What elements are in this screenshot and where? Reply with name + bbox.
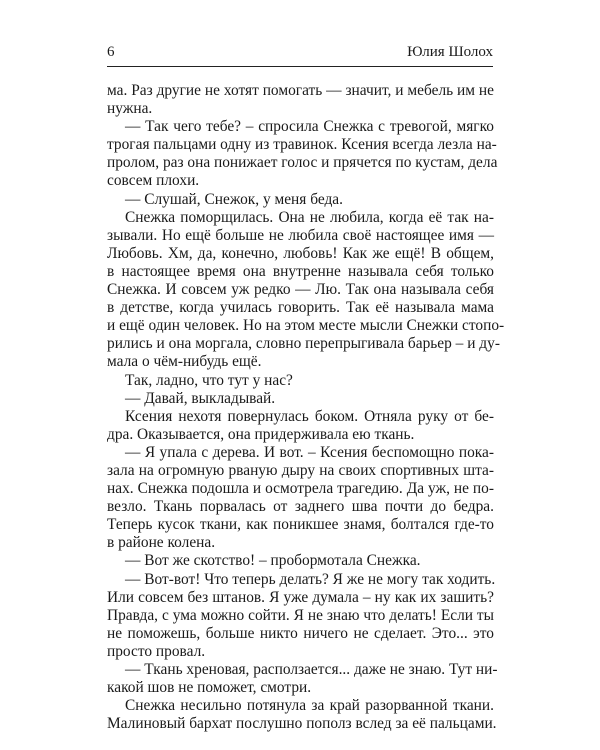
text-line: — Слушай, Снежок, у меня беда. bbox=[125, 190, 343, 208]
text-line: дра. Оказывается, она придерживала ею ткань. bbox=[107, 425, 415, 443]
text-line: — Так чего тебе? – спросила Снежка с тревогой, мягко bbox=[125, 118, 494, 136]
page-number: 6 bbox=[107, 44, 115, 60]
text-line: мала о чём-нибудь ещё. bbox=[107, 353, 262, 371]
text-line: Так, ладно, что тут у нас? bbox=[125, 371, 293, 389]
text-line: везло. Ткань порвалась от заднего шва почти до бедра. bbox=[107, 498, 494, 516]
text-line: — Давай, выкладывай. bbox=[125, 389, 276, 407]
text-line: Снежка. И совсем уж редко — Лю. Так она называла себя bbox=[107, 281, 494, 299]
text-line: — Ткань хреновая, расползается... даже не знаю. Тут ни- bbox=[125, 661, 498, 678]
text-line: — Вот же скотство! – пробормотала Снежка. bbox=[125, 552, 421, 570]
text-line: в настоящее время она внутренне называла себя только bbox=[107, 262, 494, 280]
text-line: ма. Раз другие не хотят помогать — значит, и мебель им не bbox=[107, 82, 494, 99]
text-line: Снежка несильно потянула за край разорванной ткани. bbox=[125, 697, 494, 715]
text-line: — Вот-вот! Что теперь делать? Я же не могу так ходить. bbox=[125, 570, 496, 588]
text-line: нужна. bbox=[107, 100, 153, 118]
running-title: Юлия Шолох bbox=[407, 44, 493, 60]
text-line: в детстве, когда училась говорить. Так её называла мама bbox=[107, 299, 494, 317]
text-line: пролом, раз она понижает голос и прячется по кустам, дела bbox=[107, 154, 498, 172]
text-line: Любовь. Хм, да, конечно, любовь! Как же ещё! В общем, bbox=[107, 244, 494, 262]
running-header bbox=[107, 44, 493, 67]
text-line: нах. Снежка подошла и осмотрела трагедию. Да уж, не по- bbox=[107, 480, 494, 498]
text-line: зывали. Но ещё больше не любила своё настоящее имя — bbox=[107, 226, 494, 244]
text-line: Или совсем без штанов. Я уже думала – ну как их зашить? bbox=[107, 588, 494, 606]
text-line: Правда, с ума можно сойти. Я не знаю что делать! Если ты bbox=[107, 606, 494, 624]
text-line: какой шов не поможет, смотри. bbox=[107, 679, 312, 697]
text-line: совсем плохи. bbox=[107, 172, 200, 190]
text-line: Снежка поморщилась. Она не любила, когда её так на- bbox=[125, 208, 494, 226]
text-line: трогая пальцами одну из травинок. Ксения всегда лезла на- bbox=[107, 136, 497, 154]
text-line: и ещё один человек. Но на этом месте мысли Снежки стопо- bbox=[107, 317, 505, 335]
text-line: просто провал. bbox=[107, 642, 206, 660]
text-line: Теперь кусок ткани, как поникшее знамя, болтался где-то bbox=[107, 516, 494, 534]
body-text bbox=[107, 82, 505, 733]
text-line: рились и она моргала, словно перепрыгивала барьер – и ду- bbox=[107, 335, 500, 353]
text-line: не поможешь, больше никто ничего не сделает. Это... это bbox=[107, 624, 494, 642]
text-line: Ксения нехотя повернулась боком. Отняла руку от бе- bbox=[125, 407, 494, 425]
text-line: Малиновый бархат послушно пополз вслед за её пальцами. bbox=[107, 715, 497, 733]
text-line: зала на огромную рваную дыру на своих спортивных шта- bbox=[107, 461, 494, 479]
text-line: — Я упала с дерева. И вот. – Ксения беспомощно пока- bbox=[125, 443, 494, 461]
text-line: в районе колена. bbox=[107, 534, 216, 552]
